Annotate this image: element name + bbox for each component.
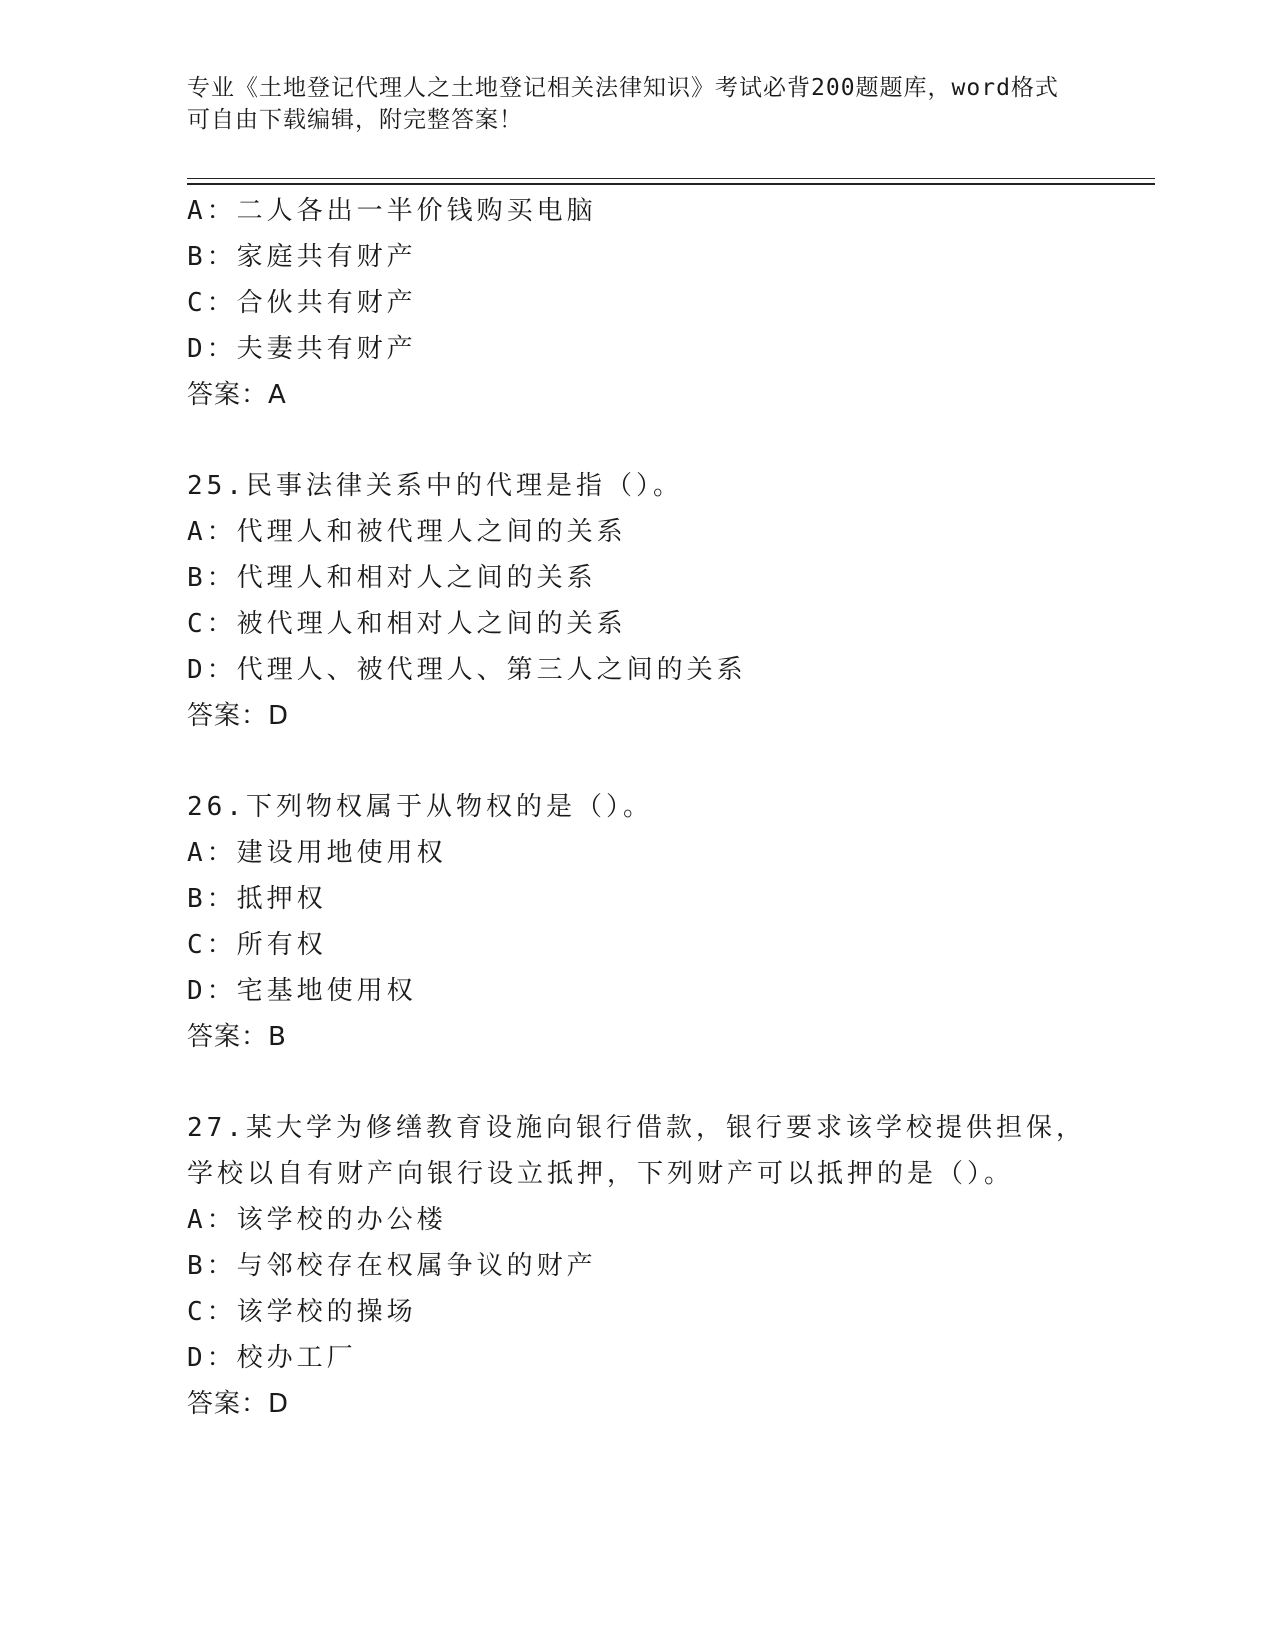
option-line: D：宅基地使用权 <box>187 976 417 1006</box>
question-continuation <box>187 188 1107 418</box>
answer-line: 答案：D <box>187 701 290 731</box>
option-text: 校办工厂 <box>236 1343 357 1373</box>
option-label: D <box>187 976 207 1006</box>
spacer <box>187 1060 1107 1105</box>
option-label: A <box>187 838 207 868</box>
option-line: B：代理人和相对人之间的关系 <box>187 563 597 593</box>
option-line: C：合伙共有财产 <box>187 288 417 318</box>
option-label: D <box>187 655 207 685</box>
question-stem: 26.下列物权属于从物权的是（）。 <box>187 792 653 822</box>
option-line: A：代理人和被代理人之间的关系 <box>187 517 627 547</box>
option-text: 代理人、被代理人、第三人之间的关系 <box>236 655 747 685</box>
option-text: 建设用地使用权 <box>236 838 447 868</box>
option-text: 该学校的操场 <box>236 1297 417 1327</box>
spacer <box>187 418 1107 463</box>
option-label: B <box>187 242 207 272</box>
question-block <box>187 463 1107 739</box>
option-label: C <box>187 930 207 960</box>
option-label: D <box>187 334 207 364</box>
option-label: B <box>187 884 207 914</box>
option-text: 代理人和被代理人之间的关系 <box>236 517 627 547</box>
option-label: A <box>187 196 207 226</box>
question-block <box>187 784 1107 1060</box>
option-label: A <box>187 1205 207 1235</box>
option-line: A：该学校的办公楼 <box>187 1205 447 1235</box>
answer-line: 答案：A <box>187 380 287 410</box>
option-line: A：建设用地使用权 <box>187 838 447 868</box>
option-line: B：与邻校存在权属争议的财产 <box>187 1251 597 1281</box>
option-line: C：该学校的操场 <box>187 1297 417 1327</box>
question-stem: 27.某大学为修缮教育设施向银行借款，银行要求该学校提供担保，学校以自有财产向银行设立抵押，下列财产可以抵押的是（）。 <box>187 1113 1086 1189</box>
option-text: 抵押权 <box>236 884 327 914</box>
option-line: B：家庭共有财产 <box>187 242 417 272</box>
document-header: 专业《土地登记代理人之土地登记相关法律知识》考试必背200题题库，word格式可自由下载编辑，附完整答案！ <box>187 75 1059 133</box>
answer-line: 答案：D <box>187 1389 290 1419</box>
option-label: B <box>187 1251 207 1281</box>
option-line: C：被代理人和相对人之间的关系 <box>187 609 627 639</box>
spacer <box>187 739 1107 784</box>
option-text: 合伙共有财产 <box>236 288 417 318</box>
answer-line: 答案：B <box>187 1022 287 1052</box>
option-label: B <box>187 563 207 593</box>
option-label: D <box>187 1343 207 1373</box>
option-line: A：二人各出一半价钱购买电脑 <box>187 196 597 226</box>
option-line: B：抵押权 <box>187 884 327 914</box>
option-line: C：所有权 <box>187 930 327 960</box>
option-text: 家庭共有财产 <box>236 242 417 272</box>
option-text: 代理人和相对人之间的关系 <box>236 563 597 593</box>
option-line: D：代理人、被代理人、第三人之间的关系 <box>187 655 747 685</box>
option-label: A <box>187 517 207 547</box>
option-label: C <box>187 609 207 639</box>
header-rule-thin <box>187 178 1155 179</box>
option-text: 与邻校存在权属争议的财产 <box>236 1251 597 1281</box>
option-line: D：校办工厂 <box>187 1343 357 1373</box>
question-stem: 25.民事法律关系中的代理是指（）。 <box>187 471 683 501</box>
option-text: 该学校的办公楼 <box>236 1205 447 1235</box>
option-label: C <box>187 1297 207 1327</box>
option-line: D：夫妻共有财产 <box>187 334 417 364</box>
option-text: 夫妻共有财产 <box>236 334 417 364</box>
option-text: 二人各出一半价钱购买电脑 <box>236 196 597 226</box>
option-label: C <box>187 288 207 318</box>
document-body <box>187 188 1107 1427</box>
option-text: 被代理人和相对人之间的关系 <box>236 609 627 639</box>
option-text: 所有权 <box>236 930 327 960</box>
question-block <box>187 1105 1107 1427</box>
option-text: 宅基地使用权 <box>236 976 417 1006</box>
header-rule-thick <box>187 183 1155 185</box>
